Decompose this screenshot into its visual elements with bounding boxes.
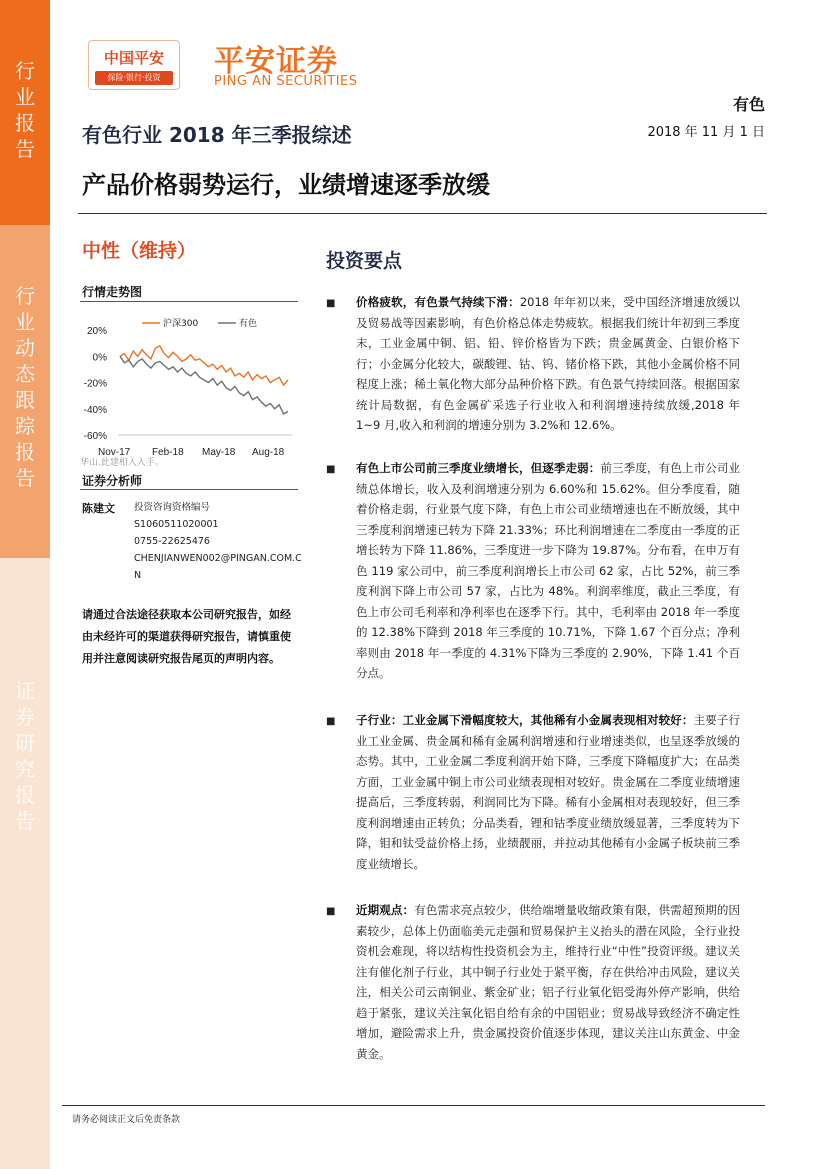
logo-cn-text: 中国平安 (103, 49, 164, 67)
market-trend-chart (80, 310, 300, 468)
point-recent-view (356, 900, 740, 1064)
report-title: 有色行业 2018 年三季报综述 (82, 123, 352, 147)
sidebar-segment-research-report (0, 558, 50, 1169)
analyst-email: CHENJIANWEN002@PINGAN.COM.CN (134, 553, 302, 581)
y-tick-label: -40% (83, 404, 107, 416)
brand-name-en: PING AN SECURITIES (214, 74, 358, 89)
point-text: 主要子行业工业金属、贵金属和稀有金属利润增速和行业增速类似，也呈逐季放缓的态势。其中，工业金属二季度利润开始下降，三季度下降幅度扩大；在品类方面，工业金属中铜上市公司业绩表现相对较好。贵金属在二季度业绩增速提高后，三季度转弱，利润同比为下降。稀有小金属相对表现较好，但三季度利润增速由正转负；分品类看，锂和钴季度业绩放缓显著，三季度转为下降，钼和钛受益价格上扬，业绩靓丽，并拉动其他稀有小金属子板块前三季度业绩增长。 (356, 713, 740, 871)
bullet-icon: ■ (326, 906, 336, 917)
industry-tag: 有色 (732, 95, 765, 114)
analyst-name: 陈建文 (82, 502, 115, 515)
analyst-section-label: 证券分析师 (82, 474, 143, 488)
point-lead: 子行业：工业金属下滑幅度较大，其他稀有小金属表现相对较好： (356, 713, 694, 727)
investment-highlights-title: 投资要点 (326, 250, 403, 272)
chart-section-label: 行情走势图 (82, 285, 143, 299)
logo-sub-text: 保险·银行·投资 (95, 71, 173, 85)
point-lead: 近期观点： (356, 903, 415, 917)
x-tick-label: Nov-17 (98, 447, 131, 458)
point-text: 前三季度，有色上市公司业绩总体增长，收入及利润增速分别为 6.60%和 15.62%。但分季度看，随着价格走弱，行业景气度下降，有色上市公司业绩增速也在不断放缓，其中三季度利润增速已转为下降 21.33%；环比利润增速在二季度由一季度的正增长转为下降 11.86%，三季度进一步下降为 19.87%。分布看，在申万有色 119 家公司中，前三季度利润增长上市公司 62 家，占比 52%，前三季度利润下降上市公司 57 家，占比为 48%。利润率维度，截止三季度，有色上市公司毛利率和净利率也在逐季下行。其中，毛利率由 2018 年一季度的 12.38%下降到 2018 年三季度的 10.71%，下降 1.67 个百分点；净利率则由 2018 年一季度的 4.31%下降为三季度的 2.90%，下降 1.41 个百分点。 (356, 461, 740, 680)
series-line-nonferrous (120, 356, 288, 414)
point-text: 有色需求亮点较少，供给端增量收缩政策有限，供需超预期的因素较少，总体上仍面临美元走强和贸易保护主义抬头的潜在风险，全行业投资机会难现，将以结构性投资机会为主，维持行业“中性”投资评级。建议关注有催化剂子行业，其中铜子行业处于紧平衡，存在供给冲击风险，建议关注，相关公司云南铜业、紫金矿业；铝子行业氧化铝受海外停产影响，供给趋于紧张，建议关注氧化铝自给有余的中国铝业；贸易战导致经济不确定性增加，避险需求上升，贵金属投资价值逐步体现，建议关注山东黄金、中金黄金。 (356, 903, 740, 1061)
analyst-qual-no: S1060511020001 (134, 519, 219, 530)
point-listed-companies (356, 458, 740, 684)
x-tick-label: May-18 (202, 447, 236, 458)
bullet-icon: ■ (326, 716, 336, 727)
legend-label: 有色 (239, 319, 258, 329)
analyst-section-rule (80, 489, 298, 490)
y-tick-label: -20% (83, 378, 107, 390)
y-tick-label: 20% (86, 326, 107, 337)
sidebar-char: 业 (15, 310, 35, 334)
analyst-phone: 0755-22625476 (134, 536, 210, 547)
sidebar-char: 报 (15, 440, 35, 464)
x-tick-label: Feb-18 (152, 447, 184, 458)
sidebar-char: 跟 (15, 388, 35, 412)
sidebar-char: 告 (15, 137, 35, 161)
point-lead: 有色上市公司前三季度业绩增长，但逐季走弱： (356, 461, 601, 475)
sidebar-char: 告 (15, 809, 35, 833)
sidebar-char: 报 (15, 783, 35, 807)
sidebar-char: 踪 (15, 414, 35, 438)
point-sub-industry (356, 710, 740, 874)
y-tick-label: 0% (92, 352, 107, 364)
sidebar-char: 研 (15, 731, 35, 755)
bullet-icon: ■ (326, 464, 336, 475)
sidebar-char: 证 (15, 679, 35, 703)
analyst-info (134, 499, 304, 584)
pingan-group-logo (88, 40, 180, 90)
point-price-weak (356, 292, 740, 436)
sidebar-char: 业 (15, 85, 35, 109)
report-subtitle: 产品价格弱势运行，业绩增速逐季放缓 (82, 171, 490, 199)
legend-label: 沪深300 (163, 319, 199, 329)
sidebar-char: 究 (15, 757, 35, 781)
sidebar-char: 行 (15, 284, 35, 308)
rating: 中性（维持） (82, 240, 197, 262)
sidebar-segment-dynamic-tracking (0, 225, 50, 558)
sidebar-char: 券 (15, 705, 35, 729)
sidebar-char: 动 (15, 336, 35, 360)
footer-disclaimer: 请务必阅读正文后免责条款 (72, 1115, 181, 1125)
bullet-icon: ■ (326, 298, 336, 309)
sidebar-char: 态 (15, 362, 35, 386)
point-lead: 价格疲软，有色景气持续下滑： (356, 295, 520, 309)
analyst-qual-label: 投资咨询资格编号 (134, 502, 211, 513)
report-date: 2018 年 11 月 1 日 (647, 125, 765, 140)
chart-footnote: 华山.此建相入入手。 (80, 458, 164, 468)
footer-divider (62, 1105, 765, 1106)
sidebar (0, 0, 50, 1169)
sidebar-char: 告 (15, 466, 35, 490)
sidebar-char: 报 (15, 111, 35, 135)
brand-name-cn: 平安证券 (214, 44, 338, 79)
sidebar-char: 行 (15, 59, 35, 83)
header-divider (78, 213, 767, 214)
x-tick-label: Aug-18 (252, 447, 285, 458)
sidebar-segment-industry-report (0, 0, 50, 225)
y-tick-label: -60% (83, 431, 107, 442)
access-disclaimer: 请通过合法途径获取本公司研究报告，如经由未经许可的渠道获得研究报告，请慎重使用并注意阅读研究报告尾页的声明内容。 (82, 608, 291, 665)
chart-section-rule (80, 301, 298, 302)
point-text: 2018 年年初以来，受中国经济增速放缓以及贸易战等因素影响，有色价格总体走势疲软。根据我们统计年初到三季度末，工业金属中铜、铝、铅、锌价格皆为下跌；贵金属黄金、白银价格下行；小金属分化较大，碳酸锂、钴、钨、锗价格下跌，其他小金属价格不同程度上涨；稀土氧化物大部分品种价格下跌。有色景气持续回落。根据国家统计局数据，有色金属矿采选子行业收入和利润增速持续放缓,2018 年 1~9 月,收入和利润的增速分别为 3.2%和 12.6%。 (356, 295, 741, 432)
